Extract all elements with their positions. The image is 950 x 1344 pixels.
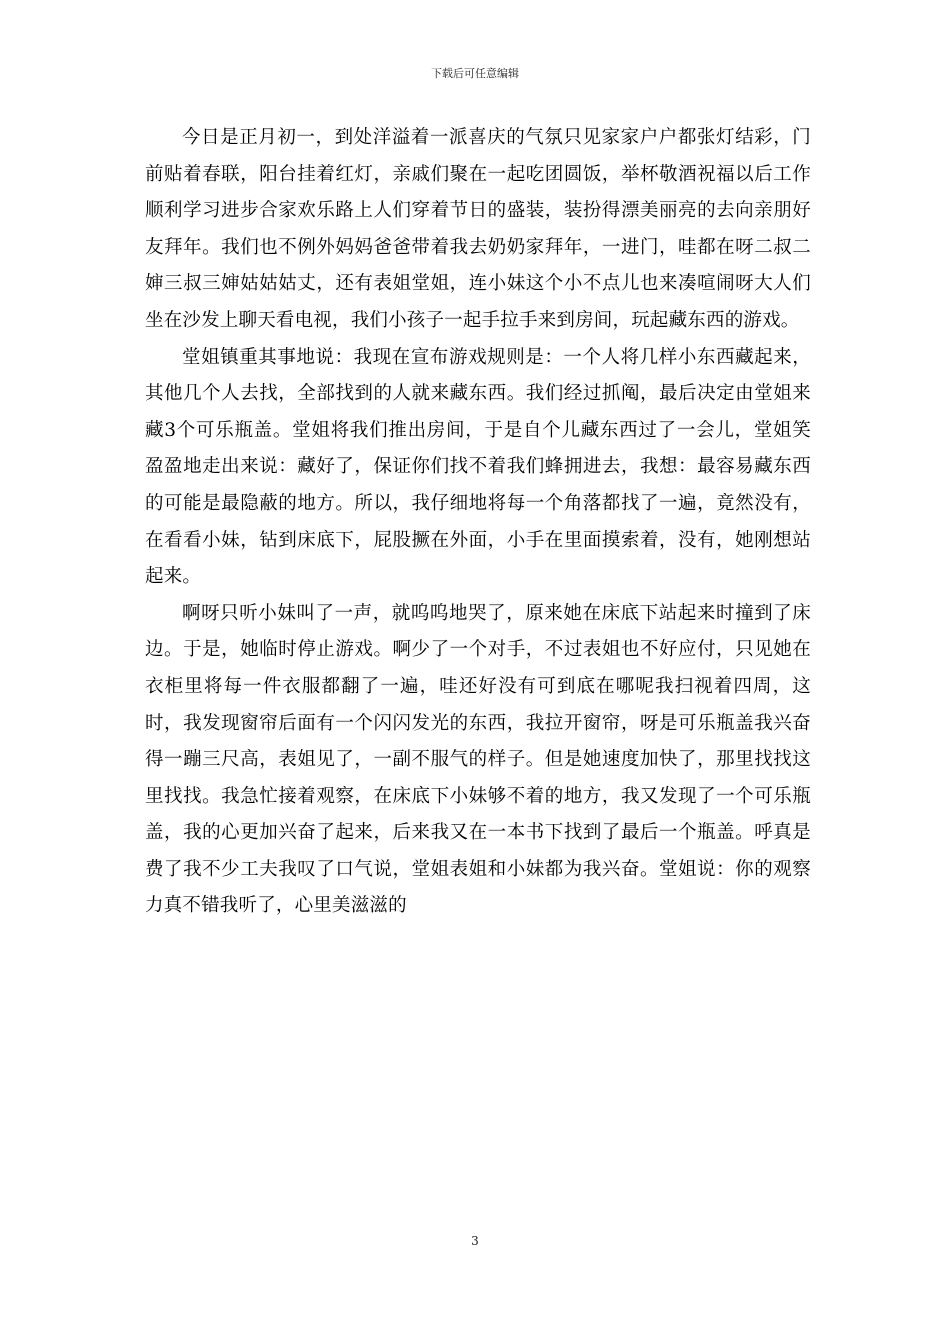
page-header: 下载后可任意编辑 <box>431 67 519 80</box>
page-number: 3 <box>471 1234 479 1248</box>
document-body <box>145 120 811 925</box>
paragraph-2: 堂姐镇重其事地说：我现在宣布游戏规则是：一个人将几样小东西藏起来，其他几个人去找，全部找到的人就来藏东西。我们经过抓阄，最后决定由堂姐来藏3个可乐瓶盖。堂姐将我们推出房间，于是自个儿藏东西过了一会儿，堂姐笑盈盈地走出来说：藏好了，保证你们找不着我们蜂拥进去，我想：最容易藏东西的可能是最隐蔽的地方。所以，我仔细地将每一个角落都找了一遍，竟然没有，在看看小妹，钻到床底下，屁股撅在外面，小手在里面摸索着，没有，她刚想站起来。 <box>145 346 811 588</box>
paragraph-3: 啊呀只听小妹叫了一声，就呜呜地哭了，原来她在床底下站起来时撞到了床边。于是，她临时停止游戏。啊少了一个对手，不过表姐也不好应付，只见她在衣柜里将每一件衣服都翻了一遍，哇还好没有可到底在哪呢我扫视着四周，这时，我发现窗帘后面有一个闪闪发光的东西，我拉开窗帘，呀是可乐瓶盖我兴奋得一蹦三尺高，表姐见了，一副不服气的样子。但是她速度加快了，那里找找这里找找。我急忙接着观察，在床底下小妹够不着的地方，我又发现了一个可乐瓶盖，我的心更加兴奋了起来，后来我又在一本书下找到了最后一个瓶盖。呼真是费了我不少工夫我叹了口气说，堂姐表姐和小妹都为我兴奋。堂姐说：你的观察力真不错我听了，心里美滋滋的 <box>145 602 811 917</box>
paragraph-1: 今日是正月初一，到处洋溢着一派喜庆的气氛只见家家户户都张灯结彩，门前贴着春联，阳台挂着红灯，亲戚们聚在一起吃团圆饭，举杯敬酒祝福以后工作顺利学习进步合家欢乐路上人们穿着节日的盛装，装扮得漂美丽亮的去向亲朋好友拜年。我们也不例外妈妈爸爸带着我去奶奶家拜年，一进门，哇都在呀二叔二婶三叔三婶姑姑姑丈，还有表姐堂姐，连小妹这个小不点儿也来凑喧闹呀大人们坐在沙发上聊天看电视，我们小孩子一起手拉手来到房间，玩起藏东西的游戏。 <box>145 127 811 331</box>
